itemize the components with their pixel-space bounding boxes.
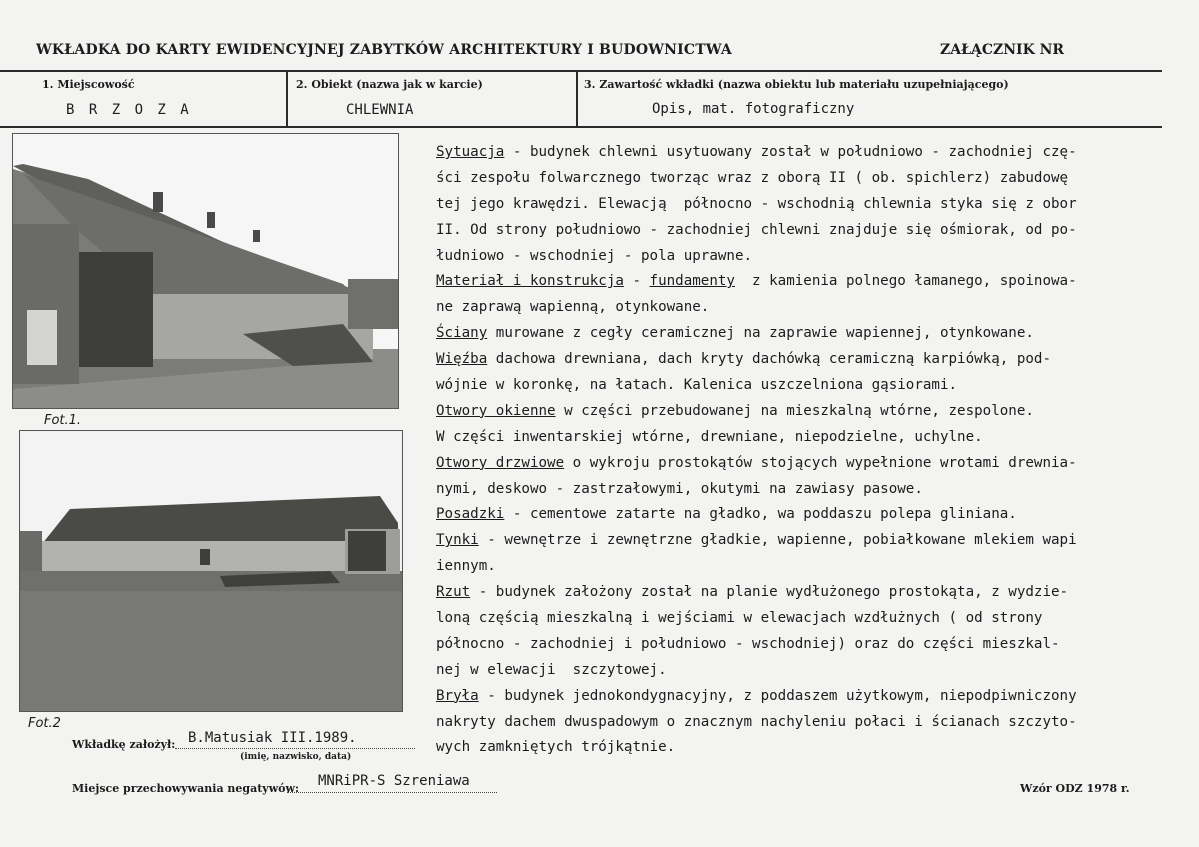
field-object-label: 2. Obiekt (nazwa jak w karcie) bbox=[296, 78, 483, 91]
form-number: Wzór ODZ 1978 r. bbox=[1020, 782, 1130, 795]
field-divider-2 bbox=[576, 70, 578, 128]
text-segment: łudniowo - wschodniej - pola uprawne. bbox=[436, 247, 753, 264]
description-line bbox=[436, 554, 1188, 580]
text-segment: w części przebudowanej na mieszkalną wtórne, zespolone. bbox=[555, 402, 1034, 419]
section-heading: Rzut bbox=[436, 584, 471, 601]
description-line bbox=[436, 502, 1188, 528]
description-line bbox=[436, 580, 1188, 606]
author-label: Wkładkę założył: bbox=[72, 738, 176, 751]
author-caption: (imię, nazwisko, data) bbox=[240, 752, 352, 762]
text-segment: nymi, deskowo - zastrzałowymi, okutymi na zawiasy pasowe. bbox=[436, 480, 923, 497]
description-line bbox=[436, 684, 1188, 710]
text-segment: II. Od strony południowo - zachodniej chlewni znajduje się ośmiorak, od po- bbox=[436, 221, 1077, 238]
text-segment: północno - zachodniej i południowo - wschodniej) oraz do części mieszkal- bbox=[436, 635, 1060, 652]
description-line bbox=[436, 735, 1188, 761]
negatives-location-label: Miejsce przechowywania negatywów: bbox=[72, 782, 300, 795]
photo-2-image bbox=[20, 431, 402, 711]
description-line bbox=[436, 295, 1188, 321]
text-segment: W części inwentarskiej wtórne, drewniane, niepodzielne, uchylne. bbox=[436, 428, 983, 445]
author-value: B.Matusiak III.1989. bbox=[188, 730, 357, 746]
description-line bbox=[436, 451, 1188, 477]
photo-2 bbox=[19, 430, 403, 712]
description-line bbox=[436, 425, 1188, 451]
description-line bbox=[436, 399, 1188, 425]
section-heading: Materiał i konstrukcja bbox=[436, 273, 624, 290]
photo-1-image bbox=[13, 134, 398, 408]
description-line bbox=[436, 244, 1188, 270]
text-segment: nakryty dachem dwuspadowym o znacznym nachyleniu połaci i ścianach szczyto- bbox=[436, 713, 1077, 730]
description-line bbox=[436, 477, 1188, 503]
text-segment: murowane z cegły ceramicznej na zaprawie wapiennej, otynkowane. bbox=[487, 325, 1034, 342]
form-title: WKŁADKA DO KARTY EWIDENCYJNEJ ZABYTKÓW ARCHITEKTURY I BUDOWNICTWA bbox=[36, 42, 732, 58]
text-segment: - bbox=[623, 273, 650, 290]
description-line bbox=[436, 192, 1188, 218]
section-heading: Sytuacja bbox=[436, 144, 505, 160]
field-object-value: CHLEWNIA bbox=[346, 102, 414, 118]
description-text bbox=[436, 140, 1188, 761]
field-contents-label: 3. Zawartość wkładki (nazwa obiektu lub materiału uzupełniającego) bbox=[584, 78, 1009, 91]
text-segment: - cementowe zatarte na gładko, wa poddaszu polepa gliniana. bbox=[504, 506, 1017, 523]
text-segment: wych zamkniętych trójkątnie. bbox=[436, 739, 676, 756]
section-heading: Otwory drzwiowe bbox=[436, 454, 565, 471]
description-line bbox=[436, 658, 1188, 684]
negatives-location-value: MNRiPR-S Szreniawa bbox=[318, 773, 470, 789]
text-segment: iennym. bbox=[436, 558, 496, 575]
description-line bbox=[436, 528, 1188, 554]
field-divider-1 bbox=[286, 70, 288, 128]
text-segment: - budynek założony został na planie wydłużonego prostokąta, z wydzie- bbox=[470, 584, 1069, 601]
text-segment: - budynek jednokondygnacyjny, z poddaszem użytkowym, niepodpiwniczony bbox=[478, 687, 1077, 704]
section-heading: Posadzki bbox=[436, 506, 505, 523]
section-heading: Ściany bbox=[436, 325, 488, 342]
text-segment: nej w elewacji szczytowej. bbox=[436, 661, 667, 678]
text-segment: wójnie w koronkę, na łatach. Kalenica uszczelniona gąsiorami. bbox=[436, 377, 958, 394]
header-rule-top bbox=[0, 70, 1162, 72]
description-line bbox=[436, 632, 1188, 658]
description-line bbox=[436, 710, 1188, 736]
description-line bbox=[436, 166, 1188, 192]
field-locality-label: 1. Miejscowość bbox=[42, 78, 135, 91]
text-segment: ści zespołu folwarcznego tworząc wraz z oborą II ( ob. spichlerz) zabudowę bbox=[436, 169, 1069, 186]
field-contents-value: Opis, mat. fotograficzny bbox=[652, 101, 855, 117]
field-locality-value: B R Z O Z A bbox=[66, 102, 192, 118]
text-segment: o wykroju prostokątów stojących wypełnione wrotami drewnia- bbox=[564, 454, 1077, 471]
description-line bbox=[436, 218, 1188, 244]
photo-1-caption: Fot.1. bbox=[44, 413, 82, 428]
photo-2-caption: Fot.2 bbox=[28, 716, 61, 731]
description-line bbox=[436, 373, 1188, 399]
description-line bbox=[436, 140, 1188, 166]
description-line bbox=[436, 269, 1188, 295]
section-heading: Otwory okienne bbox=[436, 402, 556, 419]
negatives-dotted-line bbox=[287, 792, 497, 793]
text-segment: loną częścią mieszkalną i wejściami w elewacjach wzdłużnych ( od strony bbox=[436, 610, 1043, 627]
author-dotted-line bbox=[175, 748, 415, 749]
text-segment: - wewnętrze i zewnętrzne gładkie, wapienne, pobiałkowane mlekiem wapi bbox=[478, 532, 1077, 549]
text-segment: tej jego krawędzi. Elewacją północno - wschodnią chlewnia styka się z obor bbox=[436, 195, 1077, 212]
description-line bbox=[436, 606, 1188, 632]
text-segment: - budynek chlewni usytuowany został w południowo - zachodniej czę- bbox=[504, 144, 1077, 160]
header-rule-bottom bbox=[0, 126, 1162, 128]
description-line bbox=[436, 321, 1188, 347]
text-segment: dachowa drewniana, dach kryty dachówką ceramiczną karpiówką, pod- bbox=[487, 351, 1051, 368]
attachment-number-label: ZAŁĄCZNIK NR bbox=[940, 42, 1065, 58]
section-heading: Więźba bbox=[436, 351, 488, 368]
text-segment: ne zaprawą wapienną, otynkowane. bbox=[436, 299, 710, 316]
section-heading: Bryła bbox=[436, 687, 479, 704]
section-heading: fundamenty bbox=[649, 273, 735, 290]
photo-1 bbox=[12, 133, 399, 409]
section-heading: Tynki bbox=[436, 532, 479, 549]
description-line bbox=[436, 347, 1188, 373]
text-segment: z kamienia polnego łamanego, spoinowa- bbox=[734, 273, 1077, 290]
